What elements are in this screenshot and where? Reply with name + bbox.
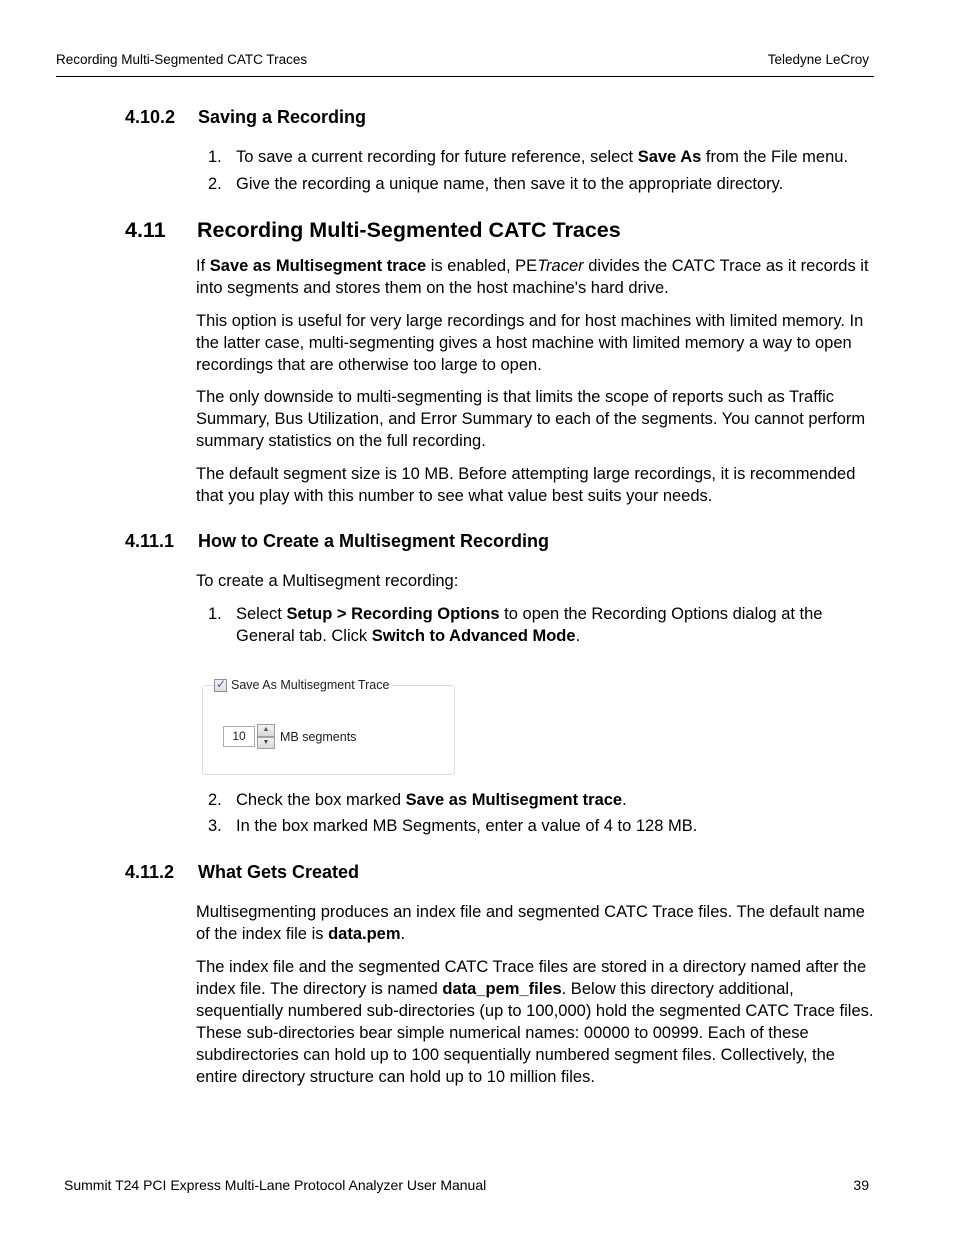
running-header-title: Recording Multi-Segmented CATC Traces: [56, 52, 308, 67]
text-run: If: [196, 257, 210, 275]
section-number: 4.11.1: [125, 531, 175, 551]
directory-name: data_pem_files: [442, 980, 562, 998]
checkbox-box[interactable]: [214, 676, 227, 692]
list-number: 1.: [208, 148, 222, 166]
checkmark-icon: ✓: [216, 676, 227, 691]
paragraph: [196, 956, 876, 1088]
list-number: 1.: [208, 605, 222, 623]
list-item: [208, 146, 878, 168]
text-run: divides the CATC Trace as it records it into segments and stores them on the host machine's hard drive.: [196, 257, 869, 297]
spinner-buttons: [257, 724, 275, 749]
multisegment-options-panel: [202, 677, 455, 775]
section-number: 4.11.2: [125, 862, 175, 882]
text-run: .: [622, 791, 627, 809]
list-number: 3.: [208, 817, 222, 835]
paragraph: The default segment size is 10 MB. Before attempting large recordings, it is recommended that you play with this number to see what value best suits your needs.: [196, 465, 856, 505]
text-run: from the File menu.: [701, 148, 849, 166]
section-title: How to Create a Multisegment Recording: [198, 531, 550, 551]
option-name: Save as Multisegment trace: [209, 257, 427, 275]
paragraph: [196, 901, 876, 945]
paragraph: To create a Multisegment recording:: [196, 572, 459, 590]
spin-up-arrow-icon[interactable]: ▲: [257, 724, 275, 737]
paragraph: The only downside to multi-segmenting is that limits the scope of reports such as Traffic Summary, Bus Utilization, and Error Summary to each of the segments. You cannot perform summary statistics on the full recording.: [196, 388, 866, 450]
section-title: Saving a Recording: [198, 107, 367, 127]
text-run: The index file and the segmented CATC Trace files are stored in a directory named after the index file. The directory is named: [196, 958, 867, 998]
list-item: [208, 815, 878, 837]
section-number: 4.10.2: [125, 107, 176, 127]
running-header-company: Teledyne LeCroy: [767, 52, 869, 67]
segment-size-spinner: [223, 724, 356, 749]
menu-command: Save As: [637, 148, 702, 166]
option-name: Save as Multisegment trace: [405, 791, 623, 809]
section-title: What Gets Created: [198, 862, 360, 882]
header-rule: [56, 76, 874, 77]
list-item: [208, 603, 878, 647]
heading-4-11: [125, 218, 621, 243]
section-number: 4.11: [125, 218, 166, 242]
list-text: In the box marked MB Segments, enter a value of 4 to 128 MB.: [236, 817, 698, 835]
menu-command: Setup > Recording Options: [286, 605, 500, 623]
text-run: Multisegmenting produces an index file and segmented CATC Trace files. The default name of the index file is: [196, 903, 865, 943]
heading-4-11-1: [125, 531, 549, 552]
page-number: 39: [853, 1177, 869, 1193]
text-run: to open the Recording Options dialog at the General tab. Click: [236, 605, 823, 645]
button-name: Switch to Advanced Mode: [371, 627, 576, 645]
heading-4-11-2: [125, 862, 359, 883]
heading-4-10-2: [125, 107, 366, 128]
text-run: .: [575, 627, 581, 645]
segment-size-input[interactable]: 10: [223, 726, 255, 747]
text-run: Check the box marked: [236, 791, 406, 809]
footer-manual-title: Summit T24 PCI Express Multi-Lane Protocol Analyzer User Manual: [64, 1177, 487, 1193]
paragraph: [196, 255, 876, 299]
list-item: [208, 789, 878, 811]
multisegment-checkbox[interactable]: [214, 678, 392, 692]
list-number: 2.: [208, 175, 222, 193]
list-text: Give the recording a unique name, then save it to the appropriate directory.: [236, 175, 784, 193]
text-run: .: [400, 925, 406, 943]
spin-down-arrow-icon[interactable]: ▼: [257, 737, 275, 750]
spinner-label: MB segments: [280, 729, 357, 744]
text-run: Select: [236, 605, 287, 623]
section-title: Recording Multi-Segmented CATC Traces: [197, 218, 621, 242]
text-run: . Below this directory additional, sequentially numbered sub-directories (up to 100,000) hold the segmented CATC Trace files. These sub-directories bear simple numerical names: 00000 to 00999. Each of these subdirectories can hold up to 100 sequentially numbered segment files. Collectively, the entire directory structure can hold up to 10 million files.: [196, 980, 874, 1086]
paragraph: This option is useful for very large recordings and for host machines with limited memory. In the latter case, multi-segmenting gives a host machine with limited memory a way to open recordings that are otherwise too large to open.: [196, 312, 864, 374]
product-name: Tracer: [537, 257, 584, 275]
list-item: [208, 173, 878, 195]
list-number: 2.: [208, 791, 222, 809]
text-run: is enabled, PE: [426, 257, 538, 275]
text-run: To save a current recording for future reference, select: [236, 148, 638, 166]
file-name: data.pem: [328, 925, 401, 943]
checkbox-label: Save As Multisegment Trace: [231, 678, 390, 692]
